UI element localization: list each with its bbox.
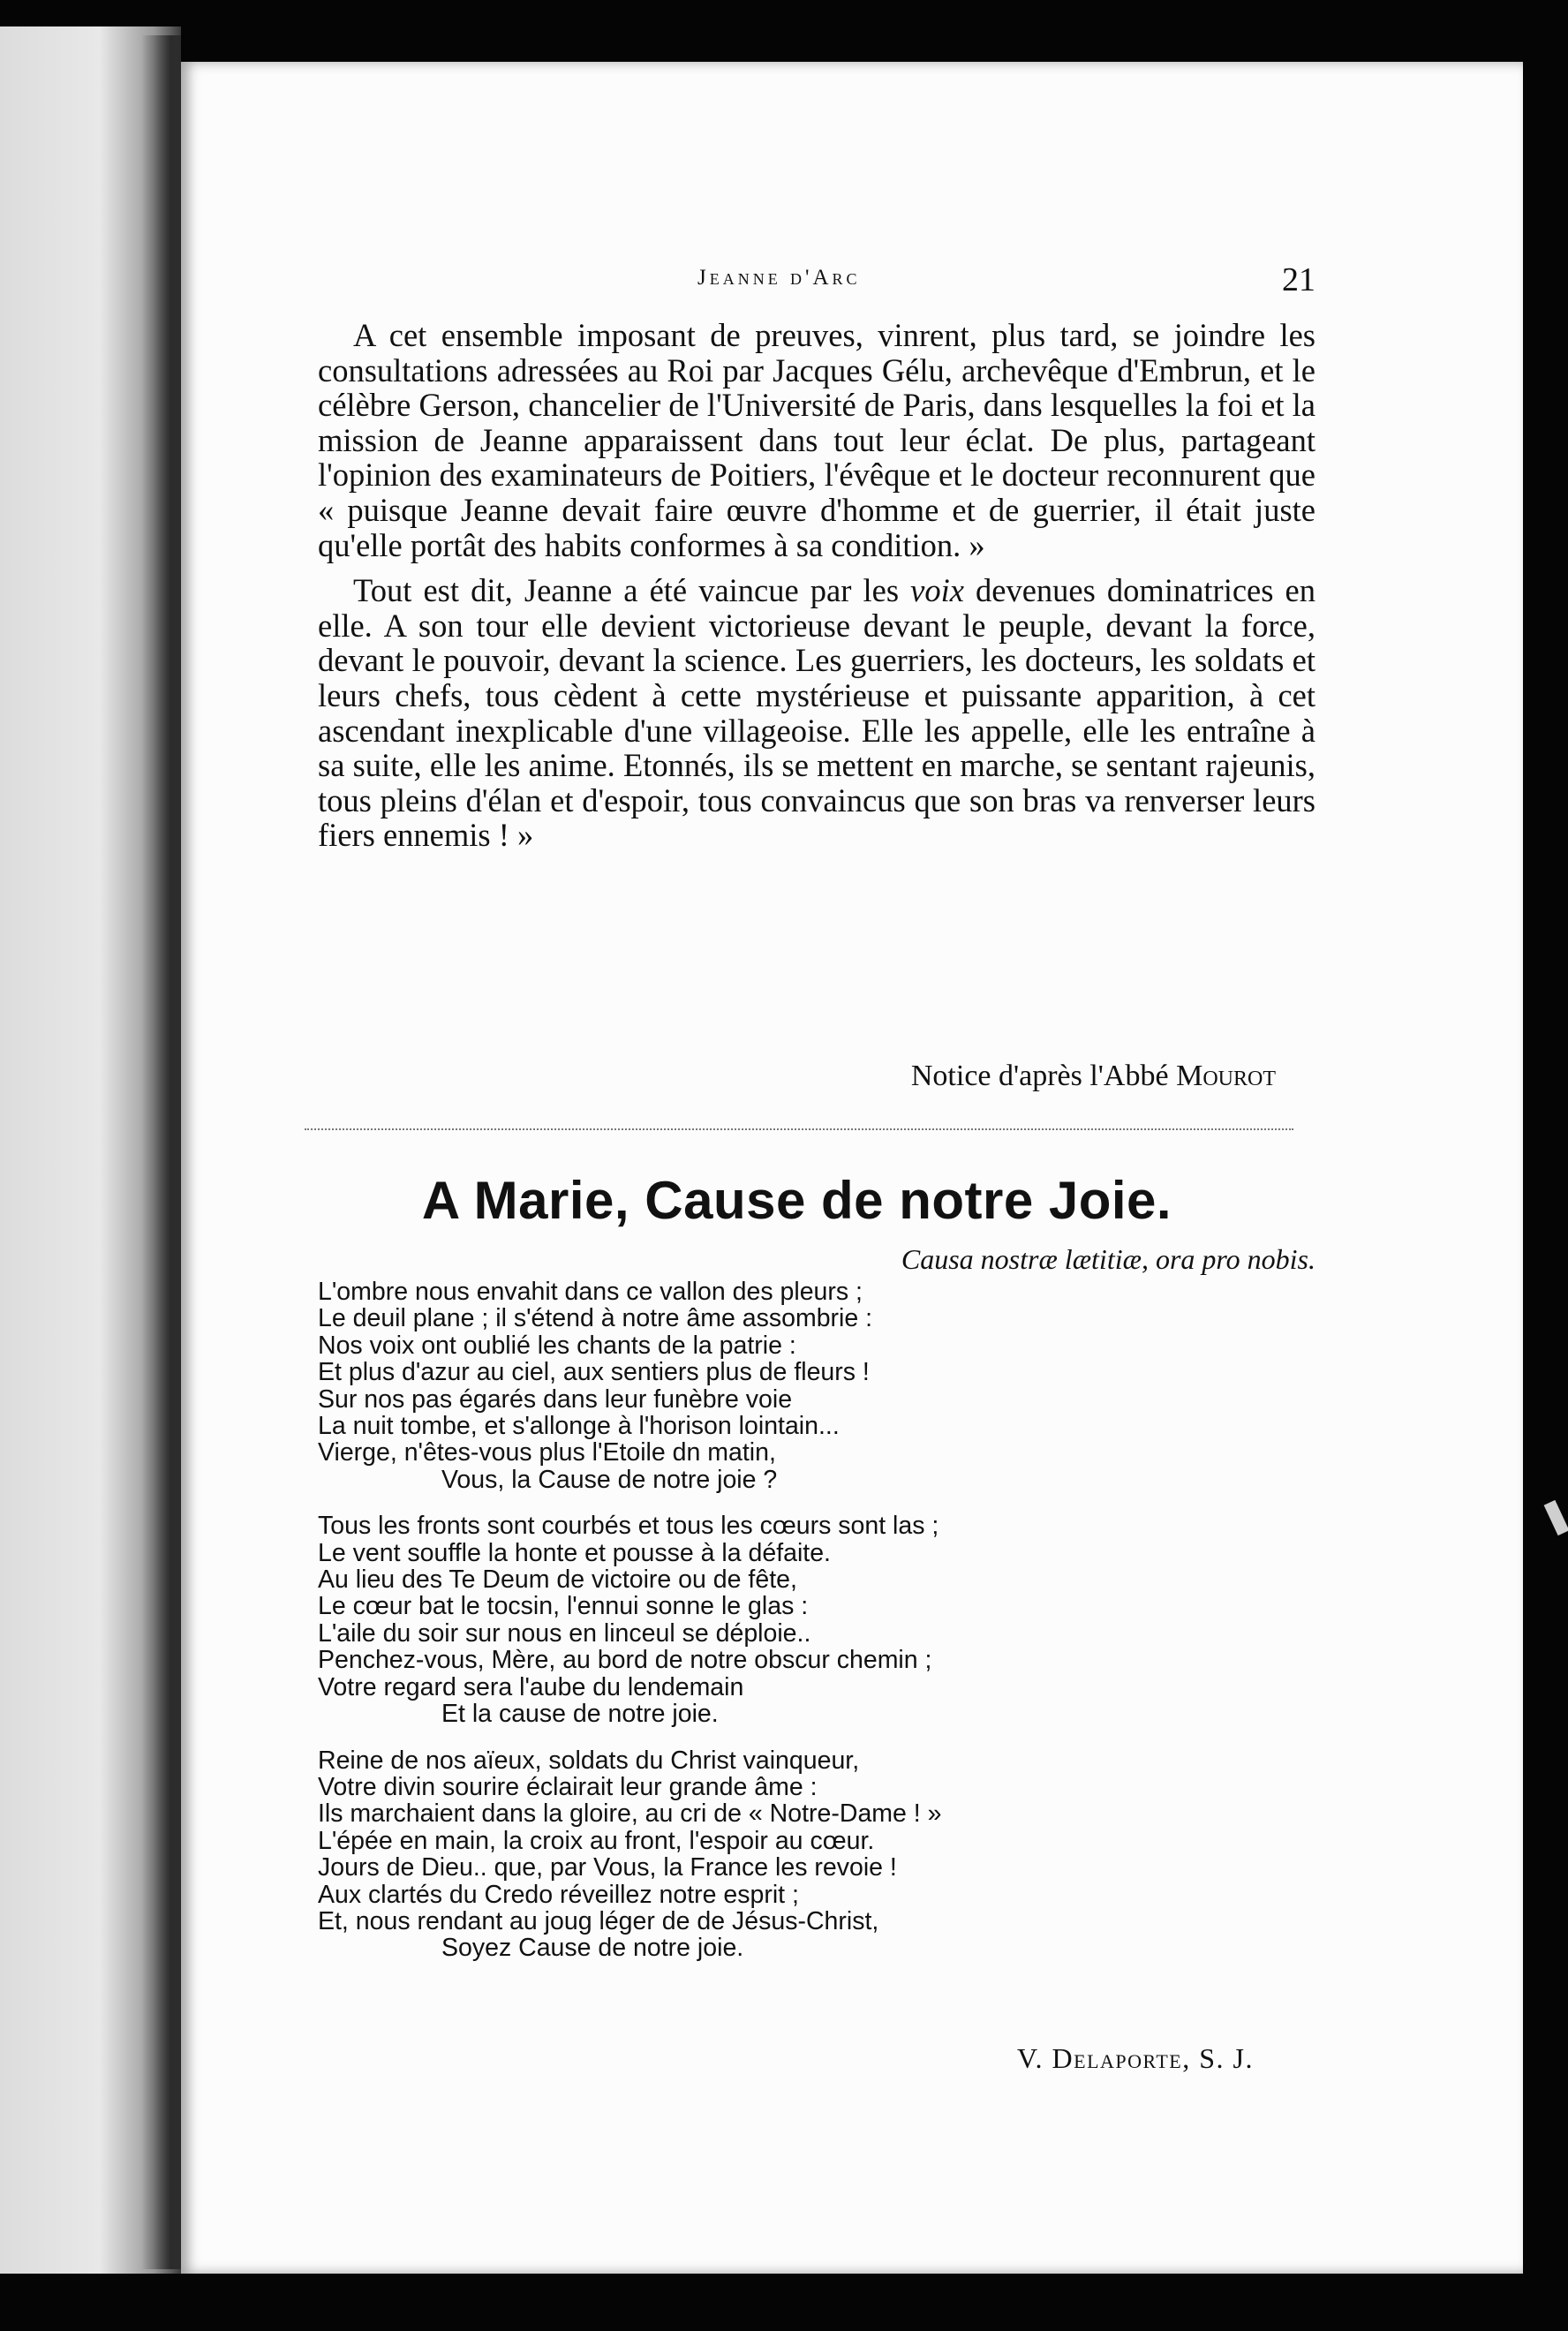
- poem-author: [1017, 2042, 1254, 2075]
- poem-body: [318, 1279, 1315, 1981]
- refrain-line: Soyez Cause de notre joie.: [441, 1934, 744, 1963]
- stanza-1: [318, 1279, 1315, 1493]
- verse-line: Et, nous rendant au joug léger de de Jésus-Christ,: [318, 1906, 879, 1935]
- verse-line: Le vent souffle la honte et pousse à la défaite.: [318, 1538, 831, 1567]
- verse-line: Tous les fronts sont courbés et tous les cœurs sont las ;: [318, 1512, 939, 1541]
- verse-line: L'aile du soir sur nous en linceul se déploie..: [318, 1618, 811, 1648]
- verse-line: Sur nos pas égarés dans leur funèbre voie: [318, 1384, 793, 1414]
- section-divider: [305, 1128, 1293, 1130]
- verse-line: L'ombre nous envahit dans ce vallon des pleurs ;: [318, 1278, 863, 1306]
- scan-artifact: [1544, 1500, 1568, 1535]
- prose-text: [318, 318, 1315, 864]
- paragraph-1: A cet ensemble imposant de preuves, vinrent, plus tard, se joindre les consultations adressées au Roi par Jacques Gélu, archevêque d'Embrun, et le célèbre Gerson, chancelier de l'Université de Paris, dans lesquelles la foi et la mission de Jeanne apparaissent dans tout leur éclat. De plus, partageant l'opinion des examinateurs de Poitiers, l'évêque et le docteur reconnurent que « puisque Jeanne devait faire œuvre d'homme et de guerrier, il était juste qu'elle portât des habits conformes à sa condition. »: [318, 317, 1315, 563]
- paragraph-2-end: devenues dominatrices en elle. A son tour elle devient victorieuse devant le peuple, devant la force, devant le pouvoir, devant la science. Les guerriers, les docteurs, les soldats et leurs chefs, tous cèdent à cette mystérieuse et puissante apparition, à cet ascendant inexplicable d'une villageoise. Elle les appelle, elle les entraîne à sa suite, elle les anime. Etonnés, ils se mettent en marche, se sentant rajeunis, tous pleins d'élan et d'espoir, tous convaincus que son bras va renverser leurs fiers ennemis ! »: [318, 572, 1316, 854]
- book-gutter-shadow: [141, 35, 184, 2269]
- refrain-line: Et la cause de notre joie.: [441, 1700, 719, 1729]
- running-title: Jeanne d'Arc: [697, 266, 861, 290]
- page-number: 21: [1282, 261, 1315, 298]
- paragraph-2-start: Tout est dit, Jeanne a été vaincue par les: [353, 572, 911, 609]
- poem-epigraph: Causa nostræ lætitiæ, ora pro nobis.: [901, 1243, 1315, 1275]
- verse-line: Votre regard sera l'aube du lendemain: [318, 1672, 744, 1701]
- verse-line: Aux clartés du Credo réveillez notre esprit ;: [318, 1880, 799, 1909]
- verse-line: Ils marchaient dans la gloire, au cri de « Notre-Dame ! »: [318, 1799, 942, 1829]
- attribution-prefix: Notice d'après l'Abbé: [910, 1060, 1177, 1092]
- author-name: Delaporte: [1052, 2042, 1183, 2074]
- verse-line: Vierge, n'êtes-vous plus l'Etoile dn matin,: [318, 1438, 776, 1467]
- verse-line: Penchez-vous, Mère, au bord de notre obscur chemin ;: [318, 1646, 932, 1675]
- book-page: [181, 62, 1523, 2274]
- verse-line: Le cœur bat le tocsin, l'ennui sonne le glas :: [318, 1592, 809, 1621]
- verse-line: Nos voix ont oublié les chants de la patrie :: [318, 1331, 796, 1360]
- verse-line: Le deuil plane ; il s'étend à notre âme assombrie :: [318, 1304, 873, 1333]
- prose-attribution: [911, 1060, 1276, 1093]
- paragraph-2-emphasis: voix: [910, 572, 964, 609]
- refrain-line: Vous, la Cause de notre joie ?: [441, 1465, 778, 1494]
- running-head: [318, 260, 1315, 305]
- verse-line: Votre divin sourire éclairait leur grande âme :: [318, 1772, 818, 1801]
- stanza-2: [318, 1513, 1315, 1727]
- author-suffix: , S. J.: [1182, 2042, 1254, 2074]
- verse-line: L'épée en main, la croix au front, l'espoir au cœur.: [318, 1826, 875, 1855]
- verse-line: Reine de nos aïeux, soldats du Christ vainqueur,: [318, 1746, 860, 1775]
- stanza-3: [318, 1747, 1315, 1962]
- poem-title: A Marie, Cause de notre Joie.: [421, 1171, 1172, 1230]
- verse-line: Jours de Dieu.. que, par Vous, la France les revoie !: [318, 1853, 897, 1882]
- author-prefix: V.: [1017, 2042, 1052, 2074]
- paragraph-2: [318, 573, 1315, 853]
- verse-line: La nuit tombe, et s'allonge à l'horison lointain...: [318, 1412, 840, 1441]
- verse-line: Au lieu des Te Deum de victoire ou de fête,: [318, 1565, 797, 1595]
- verse-line: Et plus d'azur au ciel, aux sentiers plus de fleurs !: [318, 1358, 870, 1387]
- attribution-name: Mourot: [1176, 1060, 1276, 1092]
